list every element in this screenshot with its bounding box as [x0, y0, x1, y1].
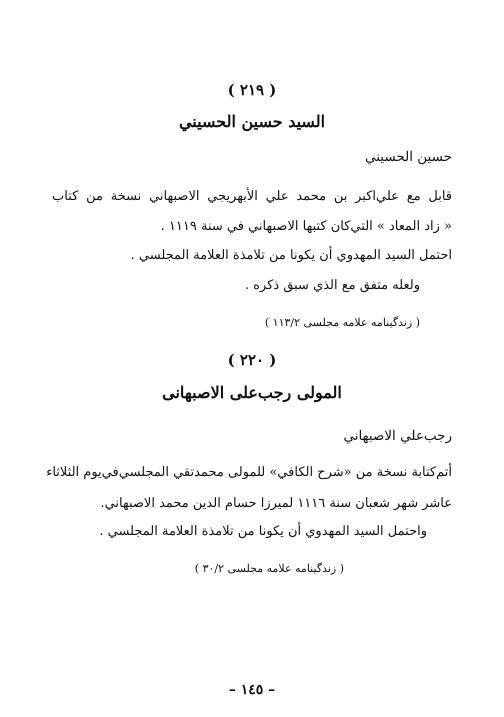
- entry-source: ( زندگينامه علامه مجلسى ٣٠/٢ ): [194, 562, 344, 575]
- entry-name: رجب‌علي الاصبهاني: [343, 428, 452, 444]
- entry-title: المولى رجب‌على الاصبهانى: [162, 383, 342, 402]
- entry-number: ( ٢١٩ ): [227, 81, 277, 99]
- entry-body-line-text: أتم‌كتابة نسخة من «شرح الكافي» للمولى محمدتقي المجلسي‌في‌يوم الثلاثاء: [46, 465, 452, 480]
- entry-number: ( ٢٢٠ ): [227, 351, 277, 369]
- entry-body-line: احتمل السيد المهدوي أن يكونا من تلامذة العلامة المجلسي .: [130, 248, 452, 263]
- entry-title: السيد حسين الحسيني: [178, 112, 326, 131]
- page-number: – ١٤٥ –: [228, 682, 276, 698]
- entry-body-line: واحتمل السيد المهدوي أن يكونا من تلامذة العلامة المجلسي .: [99, 524, 427, 539]
- entry-body-line: « زاد المعاد » التي‌كان كتبها الاصبهاني في سنة ١١١٩ .: [160, 219, 452, 234]
- entry-body-line: عاشر شهر شعبان سنة ١١١٦ لميرزا حسام الدين محمد الاصبهاني.: [100, 496, 452, 511]
- entry-body-line: ولعله متفق مع الذي سبق ذكره .: [244, 278, 420, 293]
- entry-name: حسين الحسيني: [364, 149, 452, 165]
- entry-body-line: [52, 190, 452, 203]
- entry-body-line: [46, 465, 452, 480]
- entry-source: ( زندگينامه علامه مجلسى ١١٣/٢ ): [264, 316, 420, 329]
- entry-body-line-text: قابل مع علي‌اكبر بن محمد علي الأبهريجي الاصبهاني نسخة من كتاب: [52, 189, 452, 204]
